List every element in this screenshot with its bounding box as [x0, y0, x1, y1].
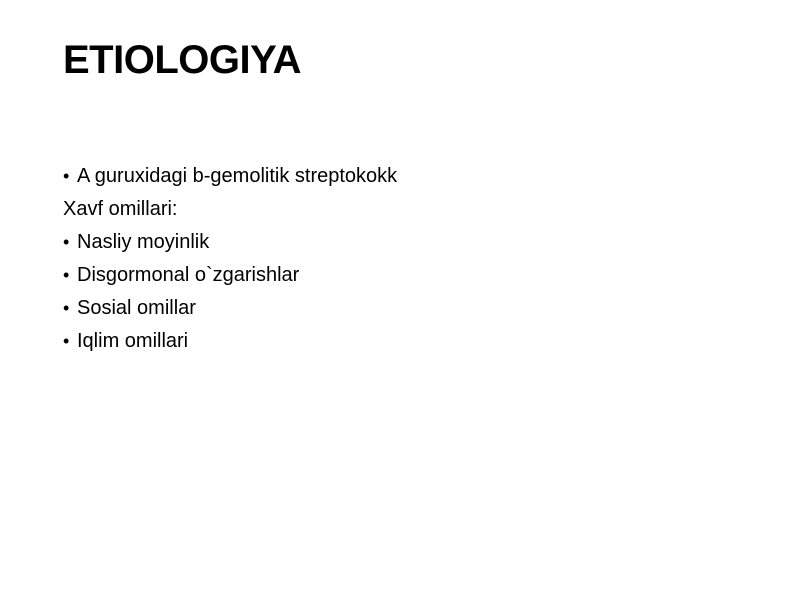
list-item-text: Xavf omillari:	[63, 198, 178, 220]
bullet-icon: •	[63, 331, 70, 351]
list-item-text: A guruxidagi b-gemolitik streptokokk	[77, 165, 398, 187]
list-item-text: Disgormonal o`zgarishlar	[77, 264, 300, 286]
slide-title: ETIOLOGIYA	[63, 38, 302, 82]
list-item	[63, 325, 743, 358]
list-item	[63, 193, 743, 226]
list-item-text: Sosial omillar	[77, 297, 196, 319]
bullet-icon: •	[63, 166, 70, 186]
list-item-text: Iqlim omillari	[77, 330, 189, 352]
list-item	[63, 259, 743, 292]
bullet-icon: •	[63, 232, 70, 252]
bullet-icon: •	[63, 298, 70, 318]
slide-content-list	[63, 160, 743, 358]
list-item	[63, 292, 743, 325]
list-item	[63, 226, 743, 259]
list-item	[63, 160, 743, 193]
list-item-text: Nasliy moyinlik	[77, 231, 210, 253]
bullet-icon: •	[63, 265, 70, 285]
